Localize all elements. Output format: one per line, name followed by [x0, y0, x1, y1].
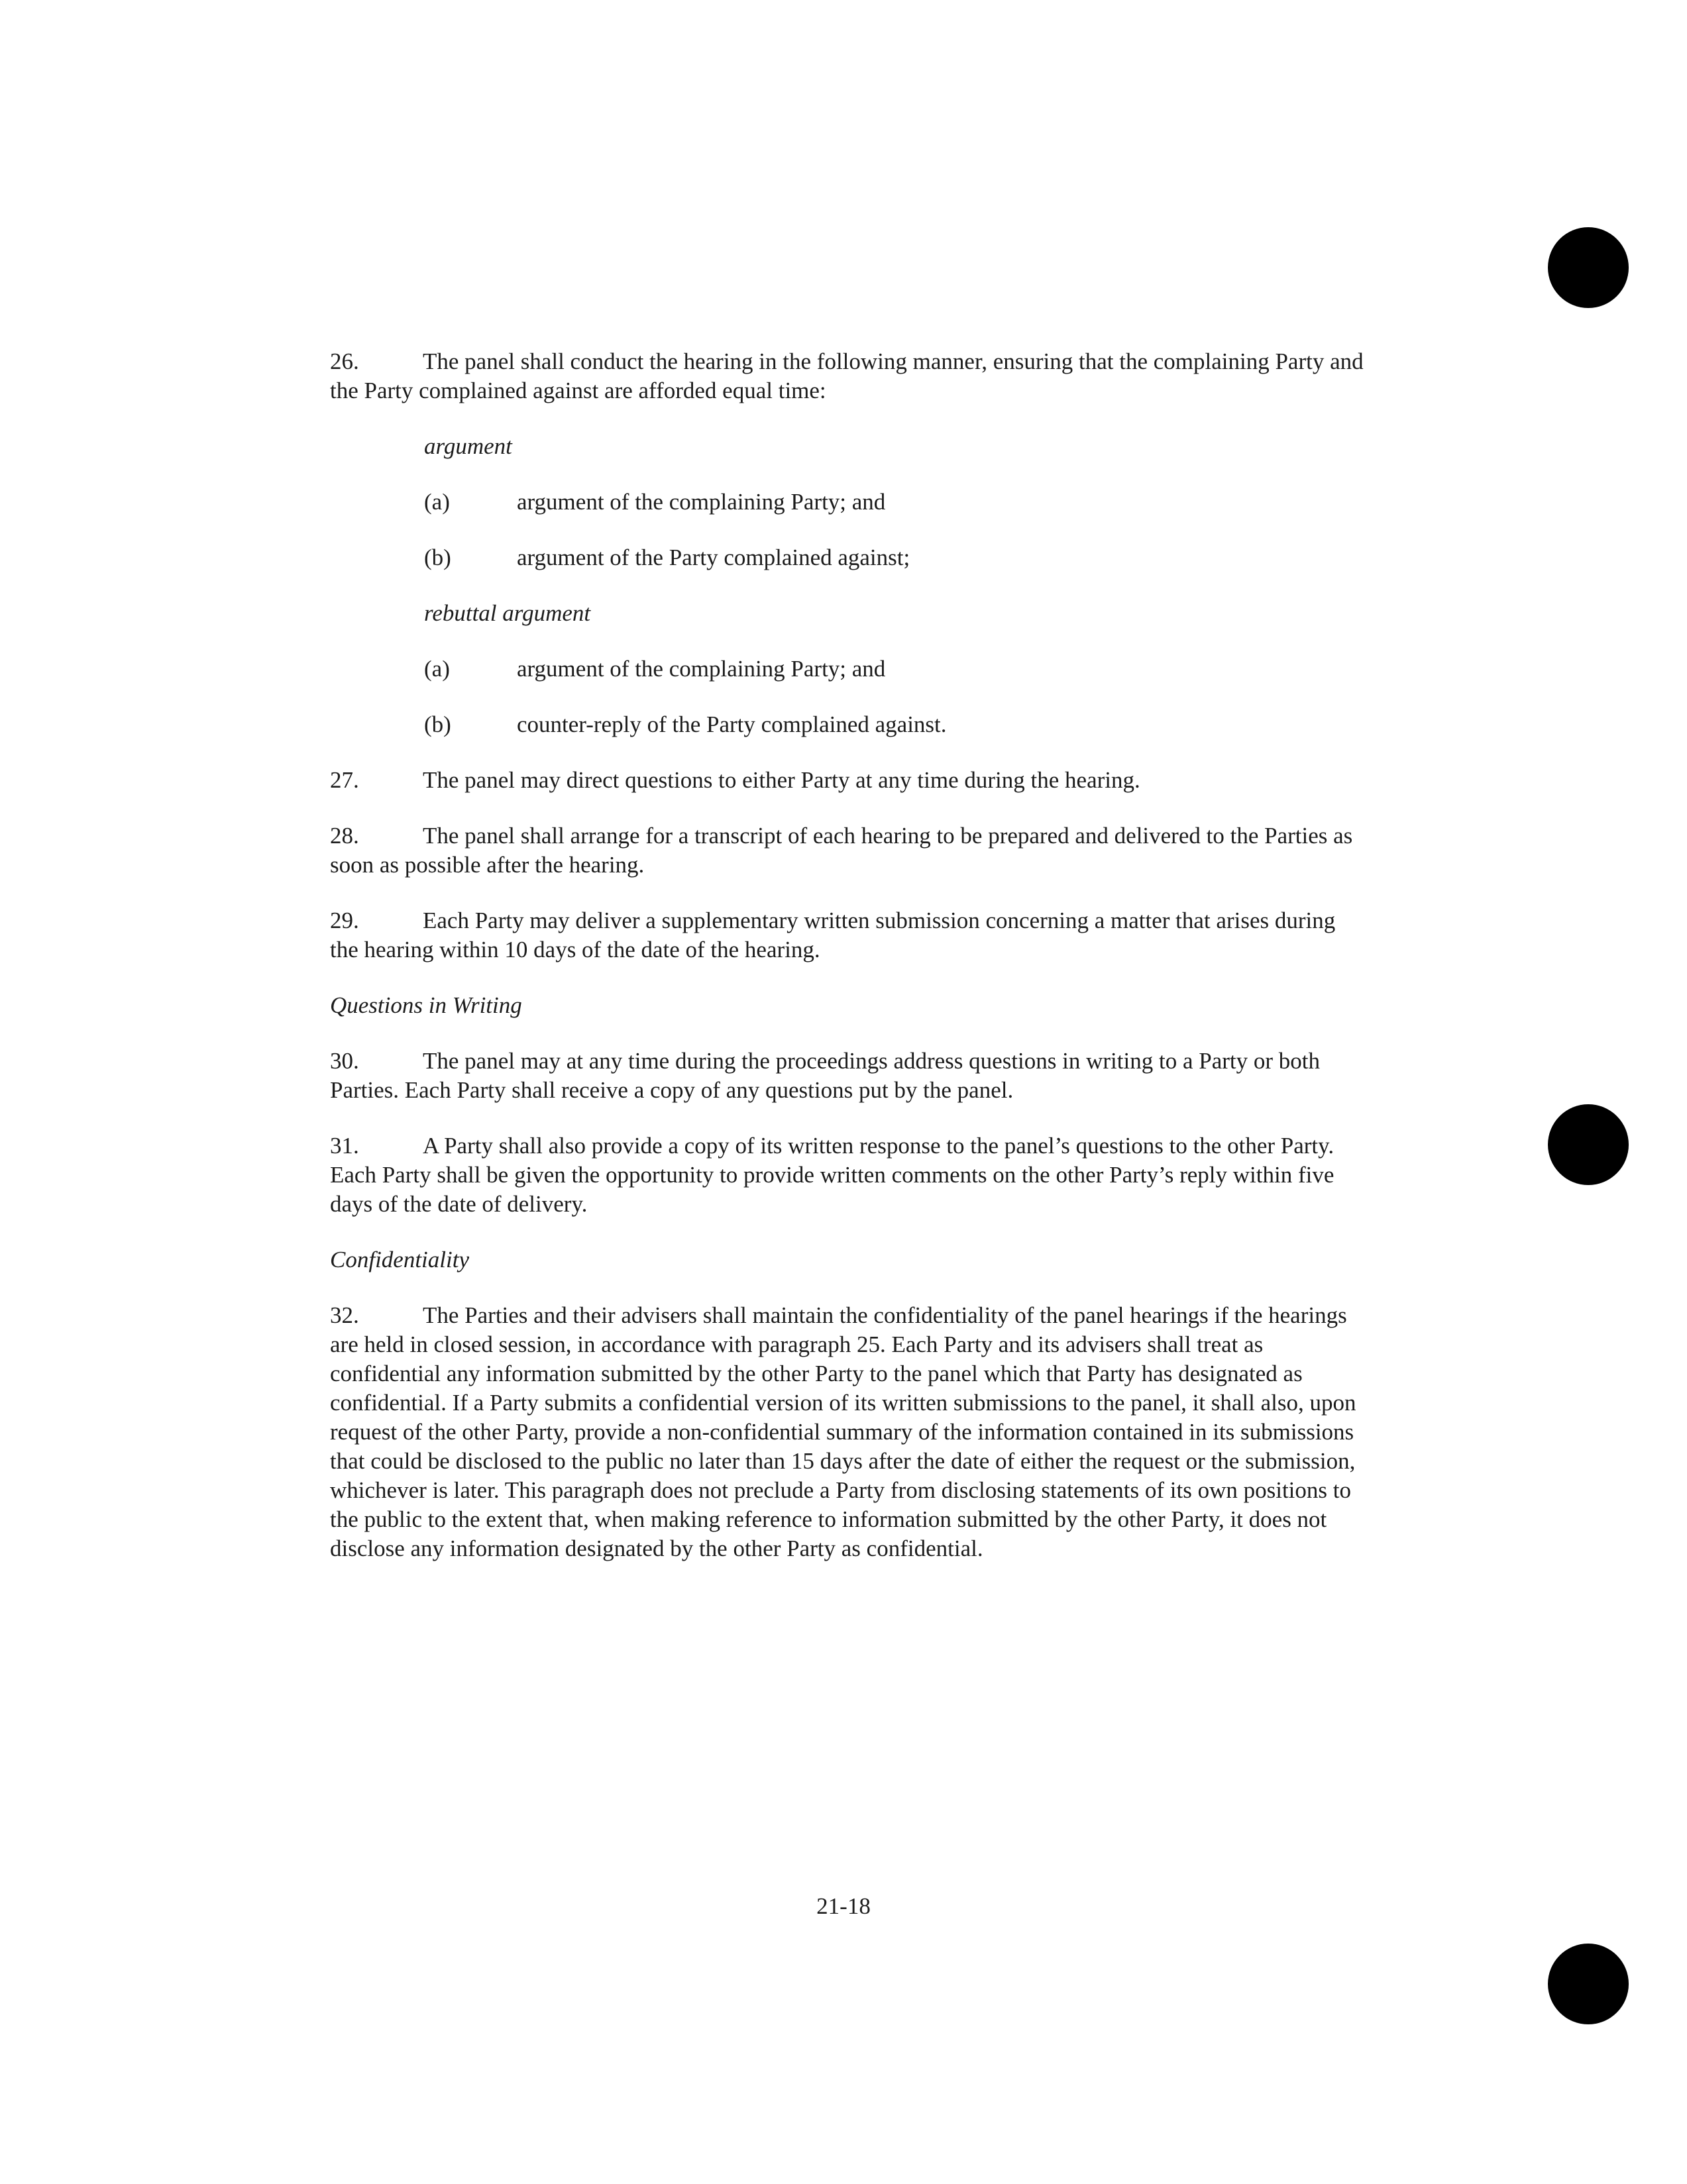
item-text: argument of the Party complained against; — [517, 545, 910, 570]
rebuttal-item-b — [424, 710, 1364, 739]
item-label: (b) — [424, 711, 451, 737]
paragraph-28 — [330, 821, 1364, 880]
punch-hole-middle — [1548, 1104, 1629, 1185]
paragraph-number: 27. — [330, 767, 359, 793]
paragraph-number: 32. — [330, 1302, 359, 1328]
paragraph-text: The Parties and their advisers shall maintain the confidentiality of the panel hearings if the hearings are held in closed session, in accordance with paragraph 25. Each Party and its advisers shall treat as confidential any information submitted by the other Party to the panel which that Party has designated as confidential. If a Party submits a confidential version of its written submissions to the panel, it shall also, upon request of the other Party, provide a non-confidential summary of the information contained in its submissions that could be disclosed to the public no later than 15 days after the date of either the request or the submission, whichever is later. This paragraph does not preclude a Party from disclosing statements of its own positions to the public to the extent that, when making reference to information submitted by the other Party, it does not disclose any information designated by the other Party as confidential. — [330, 1302, 1356, 1561]
paragraph-text: The panel may at any time during the proceedings address questions in writing to a Party or both Parties. Each Party shall receive a copy of any questions put by the panel. — [330, 1048, 1320, 1103]
paragraph-text: The panel shall conduct the hearing in the following manner, ensuring that the complaining Party and the Party complained against are afforded equal time: — [330, 348, 1364, 403]
paragraph-number: 29. — [330, 908, 359, 933]
paragraph-text: The panel shall arrange for a transcript of each hearing to be prepared and delivered to the Parties as soon as possible after the hearing. — [330, 823, 1353, 878]
item-label: (b) — [424, 545, 451, 570]
argument-item-a — [424, 488, 1364, 517]
rebuttal-item-a — [424, 654, 1364, 684]
rebuttal-heading: rebuttal argument — [424, 600, 591, 626]
paragraph-text: A Party shall also provide a copy of its written response to the panel’s questions to the other Party. Each Party shall be given the opportunity to provide written comments on the other Party’s reply within five days of the date of delivery. — [330, 1133, 1334, 1217]
page-number: 21-18 — [816, 1893, 871, 1919]
item-text: argument of the complaining Party; and — [517, 656, 886, 682]
punch-hole-bottom — [1548, 1944, 1629, 2024]
item-text: counter-reply of the Party complained against. — [517, 711, 947, 737]
paragraph-number: 31. — [330, 1133, 359, 1159]
paragraph-27 — [330, 766, 1364, 795]
paragraph-number: 30. — [330, 1048, 359, 1074]
document-body — [330, 347, 1364, 1590]
argument-item-b — [424, 543, 1364, 572]
paragraph-number: 28. — [330, 823, 359, 849]
paragraph-text: Each Party may deliver a supplementary written submission concerning a matter that arises during the hearing within 10 days of the date of the hearing. — [330, 908, 1336, 962]
paragraph-30 — [330, 1047, 1364, 1105]
paragraph-32 — [330, 1301, 1364, 1563]
confidentiality-heading: Confidentiality — [330, 1247, 469, 1273]
item-text: argument of the complaining Party; and — [517, 489, 886, 515]
item-label: (a) — [424, 656, 450, 682]
item-label: (a) — [424, 489, 450, 515]
paragraph-29 — [330, 906, 1364, 964]
punch-hole-top — [1548, 227, 1629, 308]
paragraph-text: The panel may direct questions to either Party at any time during the hearing. — [423, 767, 1140, 793]
paragraph-number: 26. — [330, 348, 359, 374]
paragraph-31 — [330, 1131, 1364, 1219]
argument-heading: argument — [424, 433, 512, 459]
paragraph-26 — [330, 347, 1364, 405]
questions-in-writing-heading: Questions in Writing — [330, 992, 522, 1018]
